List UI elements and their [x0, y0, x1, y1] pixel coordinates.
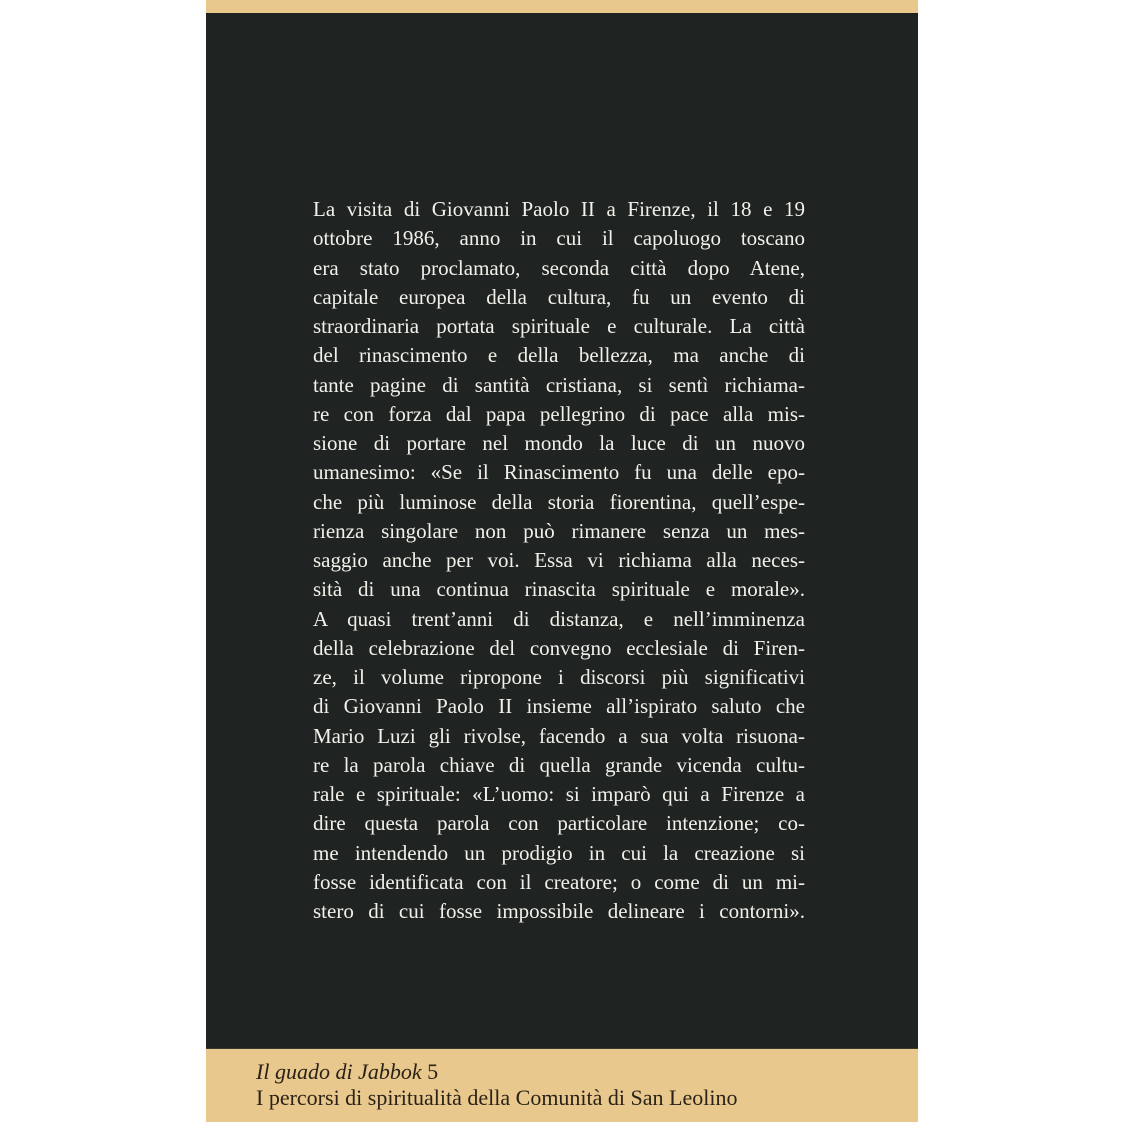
blurb-line: del rinascimento e della bellezza, ma anche di	[313, 343, 805, 368]
series-number: 5	[427, 1059, 439, 1084]
blurb-text	[313, 195, 805, 926]
blurb-line: sione di portare nel mondo la luce di un nuovo	[313, 431, 805, 455]
blurb-line: tante pagine di santità cristiana, si sentì richiama-	[313, 372, 805, 397]
blurb-line: me intendendo un prodigio in cui la creazione si	[313, 840, 805, 865]
blurb-line: di Giovanni Paolo II insieme all’ispirato saluto che	[313, 694, 805, 719]
dark-text-panel	[206, 13, 918, 1049]
blurb-line: La visita di Giovanni Paolo II a Firenze, il 18 e 19	[313, 197, 805, 221]
blurb-line: era stato proclamato, seconda città dopo Atene,	[313, 255, 805, 280]
blurb-line: rienza singolare non può rimanere senza un mes-	[313, 518, 805, 543]
blurb-line: dire questa parola con particolare intenzione; co-	[313, 811, 805, 836]
blurb-line: A quasi trent’anni di distanza, e nell’imminenza	[313, 606, 805, 631]
blurb-line: ze, il volume ripropone i discorsi più significativi	[313, 665, 805, 689]
blurb-line: Mario Luzi gli rivolse, facendo a sua volta risuona-	[313, 723, 805, 748]
blurb-line: sità di una continua rinascita spirituale e morale».	[313, 577, 805, 602]
blurb-line: capitale europea della cultura, fu un evento di	[313, 284, 805, 309]
blurb-line: fosse identificata con il creatore; o come di un mi-	[313, 869, 805, 894]
blurb-line: stero di cui fosse impossibile delineare i contorni».	[313, 899, 805, 923]
series-subtitle: I percorsi di spiritualità della Comunità di San Leolino	[256, 1085, 738, 1110]
series-footer	[256, 1059, 737, 1111]
blurb-line: umanesimo: «Se il Rinascimento fu una delle epo-	[313, 460, 805, 485]
blurb-line: re con forza dal papa pellegrino di pace alla mis-	[313, 401, 805, 426]
blurb-line: che più luminose della storia fiorentina, quell’espe-	[313, 489, 805, 514]
blurb-line: ottobre 1986, anno in cui il capoluogo toscano	[313, 226, 805, 251]
blurb-line: saggio anche per voi. Essa vi richiama alla neces-	[313, 548, 805, 572]
series-line	[256, 1059, 737, 1085]
blurb-line: rale e spirituale: «L’uomo: si imparò qui a Firenze a	[313, 782, 805, 806]
blurb-line: della celebrazione del convegno ecclesiale di Firen-	[313, 635, 805, 660]
series-title: Il guado di Jabbok	[256, 1059, 422, 1084]
book-back-cover	[206, 0, 918, 1122]
blurb-line: straordinaria portata spirituale e culturale. La città	[313, 314, 805, 338]
blurb-line: re la parola chiave di quella grande vicenda cultu-	[313, 752, 805, 777]
